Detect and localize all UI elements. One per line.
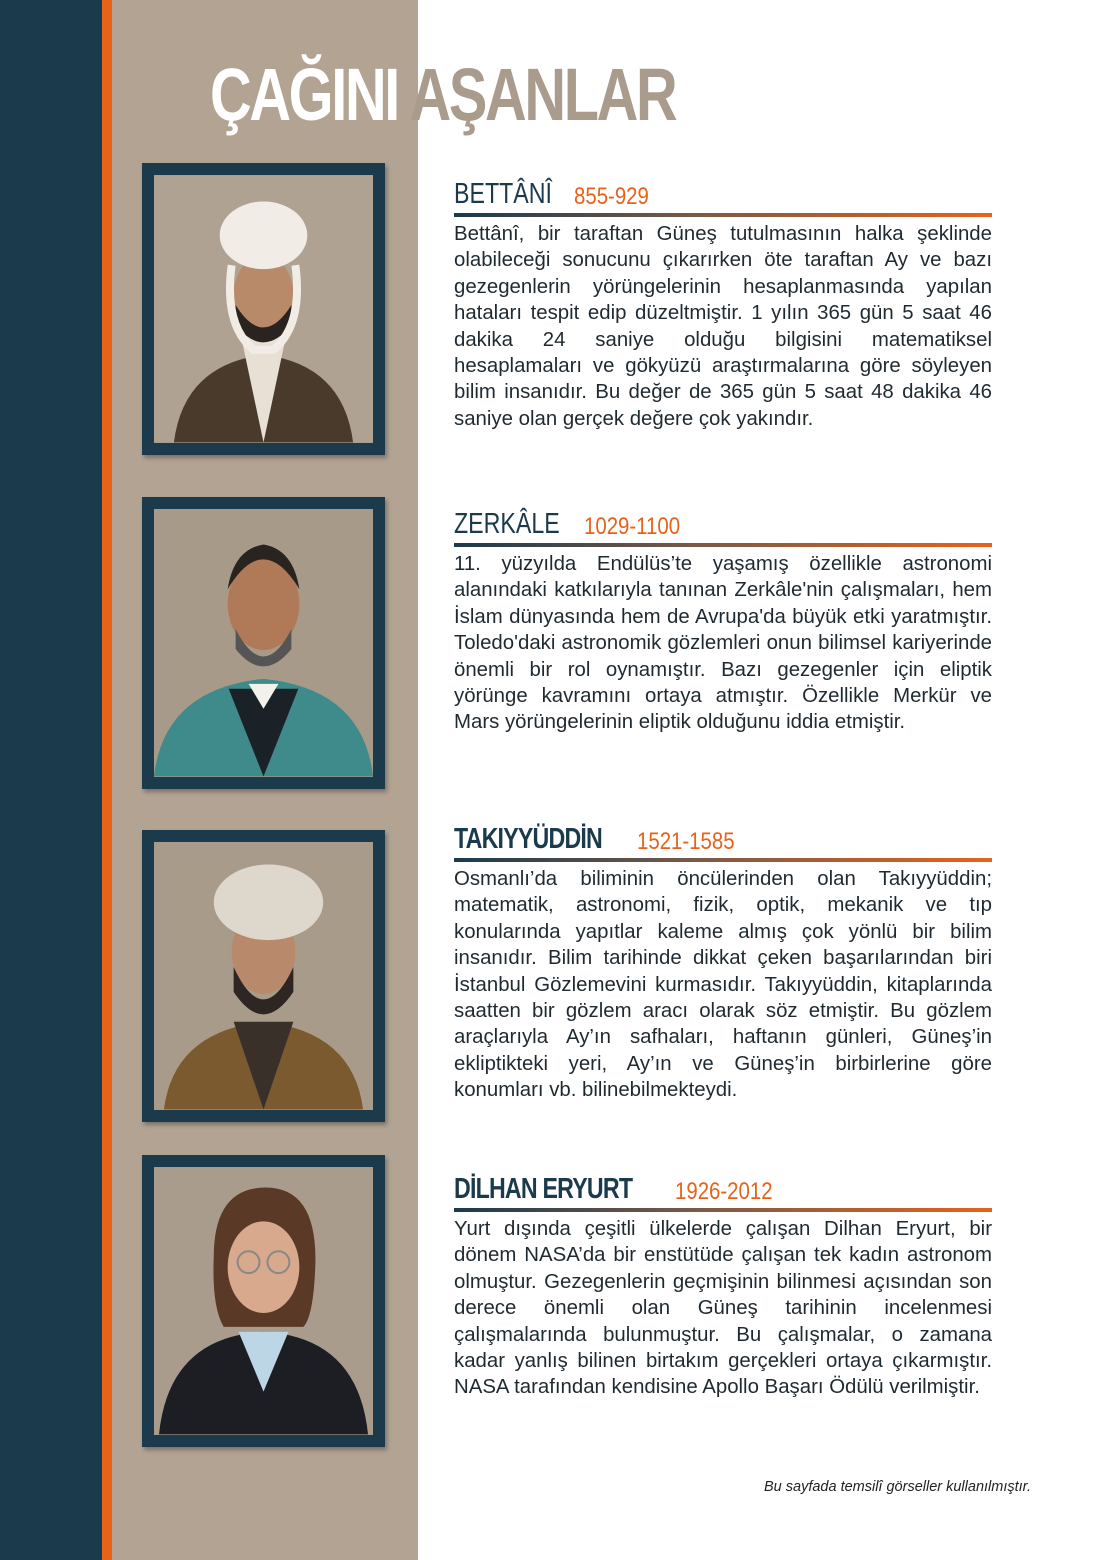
scientist-description: Osmanlı’da biliminin öncülerinden olan Takıyyüddin; matematik, astronomi, fizik, optik, mekanik ve tıp konularında yapıtlar kaleme almış çok yönlü bir bilim insanıdır. Bilim tarihinde dikkat çeken başarılarından biri İstanbul Gözlemevini kurmasıdır. Takıyyüddin, kitaplarında saatten bir gözlem aracı olarak söz etmiştir. Bu gözlem araçlarıyla Ay’ın safhaları, haftanın günleri, Güneş’in ekliptikteki yeri, Ay’ın ve Güneş’in birbirlerine göre konumları vb. bilinebilmekteydi. [454,868,992,1102]
scientist-name: DİLHAN ERYURT [454,1173,633,1205]
scientist-section-dilhan-eryurt [454,1170,992,1401]
left-navy-stripe [0,0,102,1560]
title-part-1: ÇAĞINI [210,53,398,136]
scientist-description: Bettânî, bir taraftan Güneş tutulmasının halka şeklinde olabileceği sonucunu çıkarırken öte taraftan Ay ve bazı gezegenlerin yörüngelerinin hesaplanmasında yapılan hataları tespit edip düzeltmiştir. 1 yılın 365 gün 5 saat 46 dakika 24 saniye olduğu bilgisini matematiksel hesaplamaları ve gökyüzü araştırmalarına göre söyleyen bilim insanıdır. Bu değer de 365 gün 5 saat 48 dakika 46 saniye olan gerçek değere çok yakındır. [454,223,992,430]
scientist-years: 855-929 [574,183,650,210]
gradient-divider [454,858,992,862]
left-orange-stripe [102,0,112,1560]
scientist-description: 11. yüzyılda Endülüs’te yaşamış özellikle astronomi alanındaki katkılarıyla tanınan Zerkâle'nin çalışmaları, hem İslam dünyasında hem de Avrupa'da büyük etki yaratmıştır. Toledo'daki astronomik gözlemleri onun bilimsel kariyerinde önemli bir rol oynamıştır. Bazı gezegenler için eliptik yörünge kavramını ortaya atmıştır. Özellikle Merkür ve Mars yörüngelerinin eliptik olduğunu iddia etmiştir. [454,553,992,734]
portrait-bettani [142,163,385,455]
scientist-years: 1521-1585 [637,828,735,855]
scientist-section-zerkale [454,505,992,736]
scientist-name: TAKIYYÜDDİN [454,823,603,855]
scientist-section-bettani [454,175,992,432]
footnote: Bu sayfada temsilî görseller kullanılmıştır. [763,1479,1031,1495]
page-title [210,52,675,137]
portrait-zerkale [142,497,385,789]
scientist-years: 1029-1100 [584,513,681,540]
scientist-description: Yurt dışında çeşitli ülkelerde çalışan Dilhan Eryurt, bir dönem NASA’da bir enstütüde çalışan tek kadın astronom olmuştur. Gezegenlerin geçmişinin bilinmesi açısından son derece önemli olan Güneş tarihinin incelenmesi çalışmalarında bulunmuştur. Bu çalışmalar, o zamana kadar yanlış bilinen birtakım gerçekleri ortaya çıkarmıştır. NASA tarafından kendisine Apollo Başarı Ödülü verilmiştir. [454,1218,992,1399]
gradient-divider [454,543,992,547]
gradient-divider [454,1208,992,1212]
gradient-divider [454,213,992,217]
portrait-takiyyuddin [142,830,385,1122]
title-part-2: AŞANLAR [409,53,676,136]
scientist-name: BETTÂNÎ [454,178,552,210]
scientist-section-takiyyuddin [454,820,992,1104]
scientist-years: 1926-2012 [674,1178,773,1205]
portrait-dilhan-eryurt [142,1155,385,1447]
scientist-name: ZERKÂLE [454,508,560,540]
